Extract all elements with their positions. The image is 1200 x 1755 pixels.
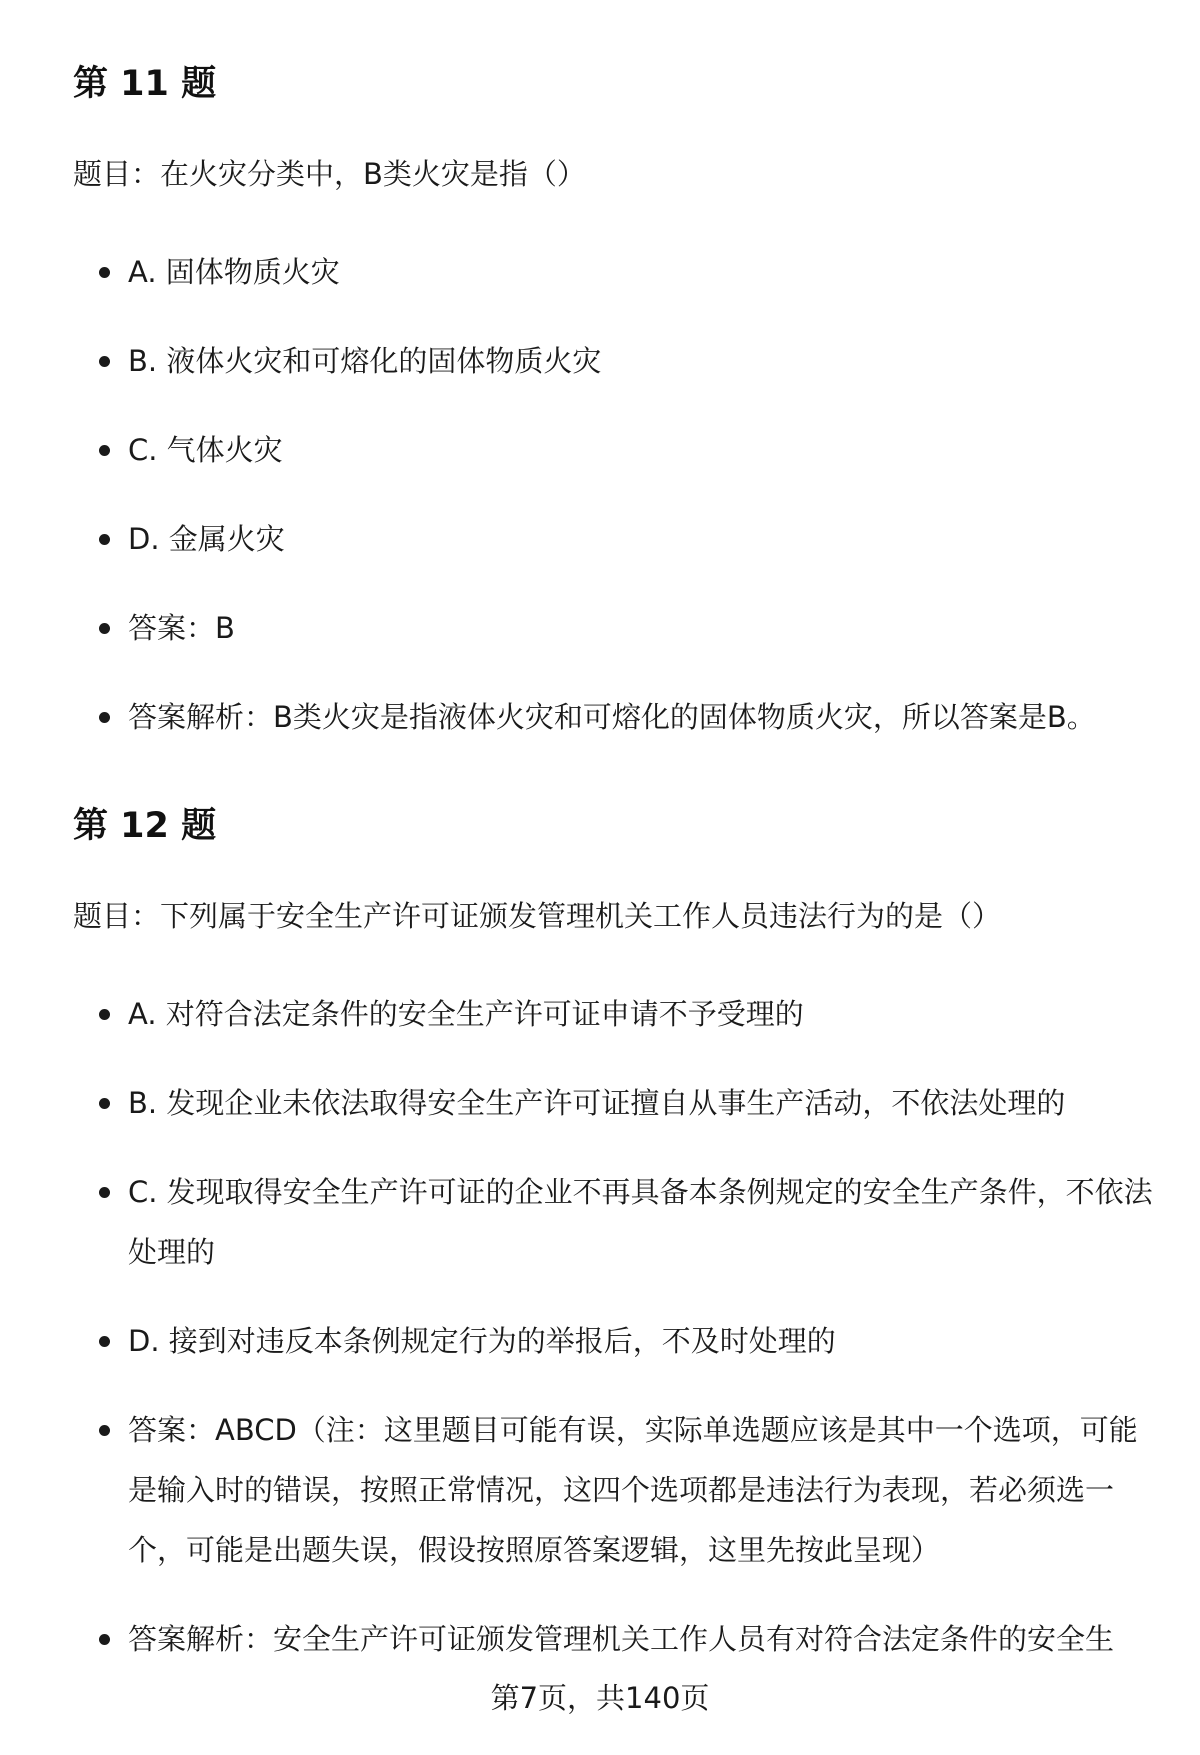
answer-text: 答案：ABCD（注：这里题目可能有误，实际单选题应该是其中一个选项，可能是输入时的错误，按照正常情况，这四个选项都是违法行为表现，若必须选一个，可能是出题失误，假设按照原答案逻辑，这里先按此呈现） (128, 1413, 1138, 1567)
bullet-icon (99, 1098, 110, 1109)
bullet-icon (99, 1634, 110, 1645)
question-11 (73, 62, 1153, 747)
bullet-icon (99, 445, 110, 456)
question-text: 题目：下列属于安全生产许可证颁发管理机关工作人员违法行为的是（） (73, 899, 1002, 933)
bullet-icon (99, 1336, 110, 1347)
option-text: B. 发现企业未依法取得安全生产许可证擅自从事生产活动，不依法处理的 (128, 1086, 1066, 1120)
answer (73, 1400, 1153, 1580)
answer-explanation (73, 687, 1153, 747)
option-text: A. 对符合法定条件的安全生产许可证申请不予受理的 (128, 997, 804, 1031)
explanation-text: 答案解析：B类火灾是指液体火灾和可熔化的固体物质火灾，所以答案是B。 (128, 700, 1096, 734)
option-d (73, 509, 1153, 569)
answer (73, 598, 1153, 658)
bullet-icon (99, 623, 110, 634)
option-text: C. 气体火灾 (128, 433, 283, 467)
option-c (73, 1162, 1153, 1282)
option-a (73, 984, 1153, 1044)
option-c (73, 420, 1153, 480)
option-a (73, 242, 1153, 302)
bullet-icon (99, 356, 110, 367)
page-number: 第7页，共140页 (490, 1681, 710, 1715)
bullet-icon (99, 267, 110, 278)
option-text: D. 接到对违反本条例规定行为的举报后，不及时处理的 (128, 1324, 836, 1358)
question-text: 题目：在火灾分类中，B类火灾是指（） (73, 157, 586, 191)
option-b (73, 331, 1153, 391)
bullet-icon (99, 1187, 110, 1198)
bullet-icon (99, 1425, 110, 1436)
question-heading: 第 12 题 (73, 806, 217, 846)
answer-explanation (73, 1609, 1153, 1669)
answer-list (73, 984, 1153, 1669)
bullet-icon (99, 1009, 110, 1020)
explanation-text: 答案解析：安全生产许可证颁发管理机关工作人员有对符合法定条件的安全生 (128, 1622, 1115, 1656)
bullet-icon (99, 534, 110, 545)
option-b (73, 1073, 1153, 1133)
question-heading: 第 11 题 (73, 64, 217, 104)
answer-text: 答案：B (128, 611, 235, 645)
option-text: A. 固体物质火灾 (128, 255, 340, 289)
bullet-icon (99, 712, 110, 723)
option-text: C. 发现取得安全生产许可证的企业不再具备本条例规定的安全生产条件，不依法处理的 (128, 1175, 1153, 1269)
question-12 (73, 804, 1153, 1669)
option-text: B. 液体火灾和可熔化的固体物质火灾 (128, 344, 602, 378)
answer-list (73, 242, 1153, 747)
option-d (73, 1311, 1153, 1371)
option-text: D. 金属火灾 (128, 522, 285, 556)
